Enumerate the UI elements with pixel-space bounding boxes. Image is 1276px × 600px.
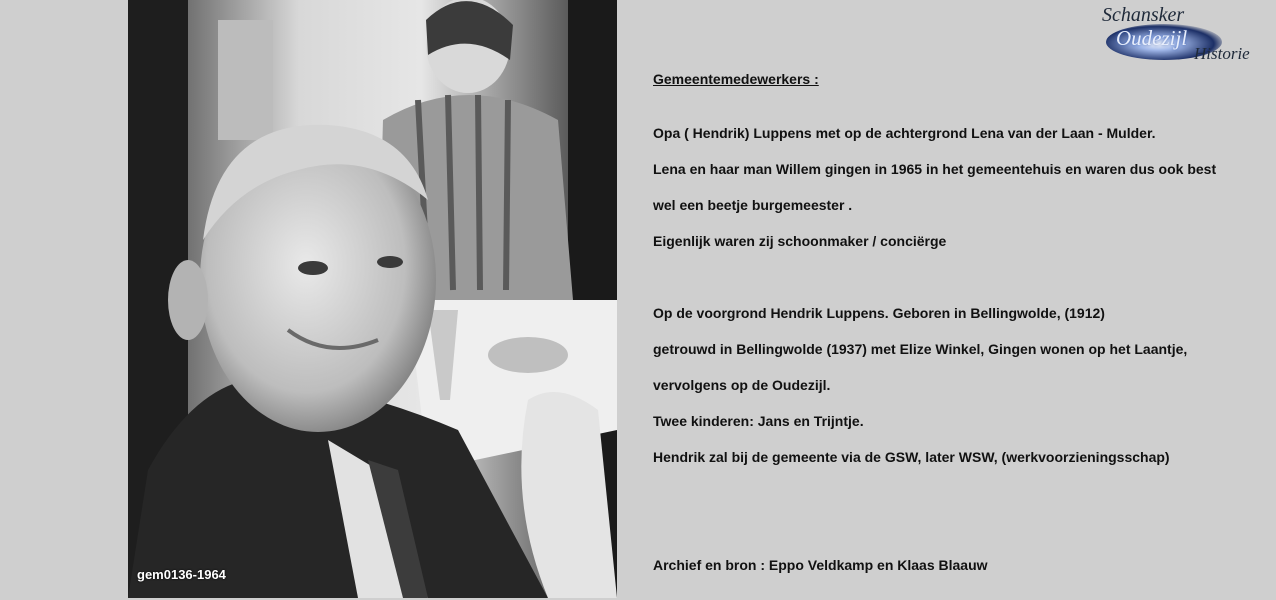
article-line: vervolgens op de Oudezijl.	[653, 377, 831, 393]
logo-text-oudezijl: Oudezijl	[1116, 26, 1188, 50]
article-credit: Archief en bron : Eppo Veldkamp en Klaas Blaauw	[653, 557, 988, 573]
man-ear	[168, 260, 208, 340]
ashtray	[488, 337, 568, 373]
schansker-oudezijl-historie-logo[interactable]	[1098, 4, 1270, 68]
article-line: getrouwd in Bellingwolde (1937) met Elize Winkel, Gingen wonen op het Laantje,	[653, 341, 1188, 357]
photo-illustration	[128, 0, 617, 598]
article-line: Eigenlijk waren zij schoonmaker / conciërge	[653, 233, 947, 249]
article-heading: Gemeentemedewerkers :	[653, 71, 819, 87]
logo-text-schansker: Schansker	[1102, 4, 1185, 26]
photo-caption: gem0136-1964	[137, 567, 226, 582]
historical-photo	[128, 0, 617, 598]
article-line: wel een beetje burgemeester .	[653, 197, 853, 213]
article-line: Hendrik zal bij de gemeente via de GSW, later WSW, (werkvoorzieningsschap)	[653, 449, 1170, 465]
article-line: Lena en haar man Willem gingen in 1965 in het gemeentehuis en waren dus ook best	[653, 161, 1217, 177]
article-line: Twee kinderen: Jans en Trijntje.	[653, 413, 864, 429]
article-line: Opa ( Hendrik) Luppens met op de achtergrond Lena van der Laan - Mulder.	[653, 125, 1156, 141]
article-text	[653, 70, 1263, 574]
article-line: Op de voorgrond Hendrik Luppens. Geboren in Bellingwolde, (1912)	[653, 305, 1105, 321]
logo-text-historie: Historie	[1194, 44, 1250, 63]
